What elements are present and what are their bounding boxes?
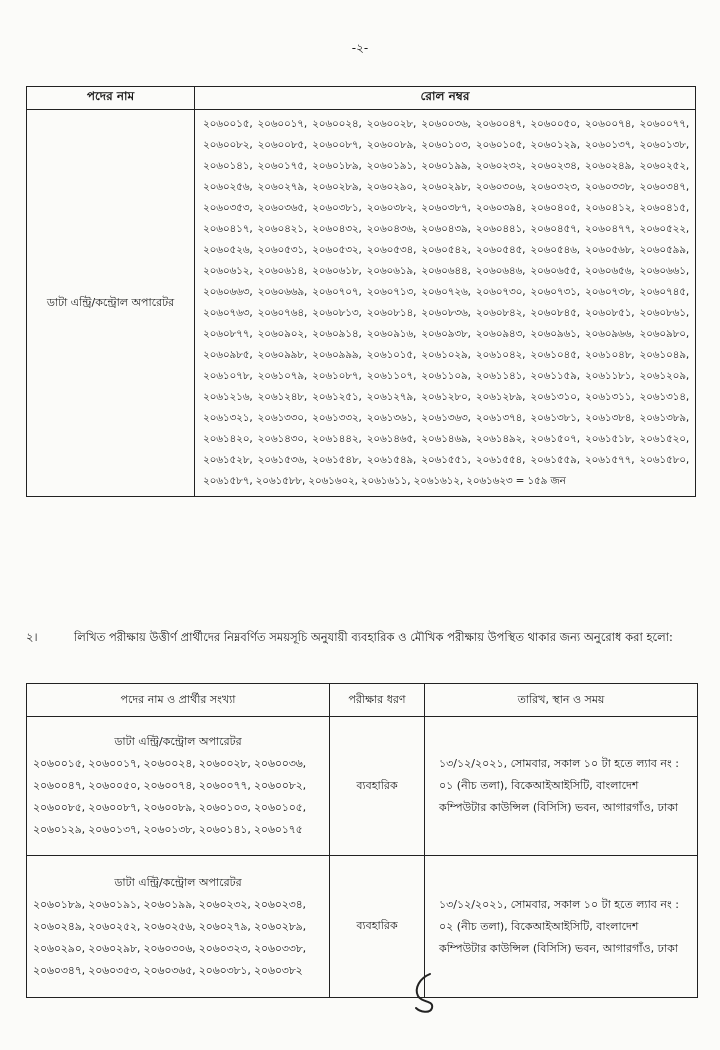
- signature-mark: [408, 970, 448, 1015]
- date-place-time-header: তারিখ, স্থান ও সময়: [425, 684, 698, 717]
- roll-numbers-cell: ২০৬০০১৫, ২০৬০০১৭, ২০৬০০২৪, ২০৬০০২৮, ২০৬০০৩৬, ২০৬০০৪৭, ২০৬০০৫০, ২০৬০০৭৪, ২০৬০০৭৭, ২০৬০০৮২, ২০৬০০৮৫, ২০৬০০৮৭, ২০৬০০৮৯, ২০৬০১০৩, ২০৬০১০৫, ২০৬০১২৯, ২০৬০১৩৭, ২০৬০১৩৮, ২০৬০১৪১, ২০৬০১৭৫, ২০৬০১৮৯, ২০৬০১৯১, ২০৬০১৯৯, ২০৬০২৩২, ২০৬০২৩৪, ২০৬০২৪৯, ২০৬০২৫২, ২০৬০২৫৬, ২০৬০২৭৯, ২০৬০২৮৯, ২০৬০২৯০, ২০৬০২৯৮, ২০৬০৩০৬, ২০৬০৩২৩, ২০৬০৩৩৮, ২০৬০৩৪৭, ২০৬০৩৫৩, ২০৬০৩৬৫, ২০৬০৩৮১, ২০৬০৩৮২, ২০৬০৩৮৭, ২০৬০৩৯৪, ২০৬০৪০৫, ২০৬০৪১২, ২০৬০৪১৫, ২০৬০৪১৭, ২০৬০৪২১, ২০৬০৪৩২, ২০৬০৪৩৬, ২০৬০৪৩৯, ২০৬০৪৪১, ২০৬০৪৫৭, ২০৬০৪৭৭, ২০৬০৫২২, ২০৬০৫২৬, ২০৬০৫৩১, ২০৬০৫৩২, ২০৬০৫৩৪, ২০৬০৫৪২, ২০৬০৫৪৫, ২০৬০৫৪৬, ২০৬০৫৬৮, ২০৬০৫৯৯, ২০৬০৬১২, ২০৬০৬১৪, ২০৬০৬১৮, ২০৬০৬১৯, ২০৬০৬৪৪, ২০৬০৬৪৬, ২০৬০৬৫৫, ২০৬০৬৫৬, ২০৬০৬৬১, ২০৬০৬৬৩, ২০৬০৬৬৯, ২০৬০৭০৭, ২০৬০৭১৩, ২০৬০৭২৬, ২০৬০৭৩০, ২০৬০৭৩১, ২০৬০৭৩৮, ২০৬০৭৪৫, ২০৬০৭৬৩, ২০৬০৭৬৪, ২০৬০৮১৩, ২০৬০৮১৪, ২০৬০৮৩৬, ২০৬০৮৪২, ২০৬০৮৪৫, ২০৬০৮৫১, ২০৬০৮৬১, ২০৬০৮৭৭, ২০৬০৯০২, ২০৬০৯১৪, ২০৬০৯১৬, ২০৬০৯৩৮, ২০৬০৯৪৩, ২০৬০৯৬১, ২০৬০৯৬৬, ২০৬০৯৮০, ২০৬০৯৮৫, ২০৬০৯৯৮, ২০৬০৯৯৯, ২০৬১০১৫, ২০৬১০২৯, ২০৬১০৪২, ২০৬১০৪৫, ২০৬১০৪৮, ২০৬১০৪৯, ২০৬১০৭৮, ২০৬১০৭৯, ২০৬১০৮৭, ২০৬১১০৭, ২০৬১১০৯, ২০৬১১৪১, ২০৬১১৫৯, ২০৬১১৮১, ২০৬১২০৯, ২০৬১২১৬, ২০৬১২৪৮, ২০৬১২৫১, ২০৬১২৭৯, ২০৬১২৮০, ২০৬১২৮৯, ২০৬১৩১০, ২০৬১৩১১, ২০৬১৩১৪, ২০৬১৩২১, ২০৬১৩৩০, ২০৬১৩৩২, ২০৬১৩৬১, ২০৬১৩৬৩, ২০৬১৩৭৪, ২০৬১৩৮১, ২০৬১৩৮৪, ২০৬১৩৮৯, ২০৬১৪২০, ২০৬১৪৩০, ২০৬১৪৪২, ২০৬১৪৬৫, ২০৬১৪৬৯, ২০৬১৪৯২, ২০৬১৫০৭, ২০৬১৫১৮, ২০৬১৫২০, ২০৬১৫২৮, ২০৬১৫৩৬, ২০৬১৫৪৮, ২০৬১৫৪৯, ২০৬১৫৫১, ২০৬১৫৫৪, ২০৬১৫৫৯, ২০৬১৫৭৭, ২০৬১৫৮০, ২০৬১৫৮৭, ২০৬১৫৮৮, ২০৬১৬০২, ২০৬১৬১১, ২০৬১৬১২, ২০৬১৬২৩ = ১৫৯ জন: [195, 110, 696, 497]
- roll-number-table: [26, 86, 696, 497]
- exam-type-header: পরীক্ষার ধরণ: [330, 684, 425, 717]
- section-number: ২।: [26, 630, 38, 644]
- exam-type-cell: ব্যবহারিক: [330, 717, 425, 856]
- post-and-count-header: পদের নাম ও প্রার্থীর সংখ্যা: [27, 684, 330, 717]
- table-row: [27, 856, 698, 998]
- post-title: ডাটা এন্ট্রি/কন্ট্রোল অপারেটর: [114, 875, 242, 889]
- schedule-cell: ১৩/১২/২০২১, সোমবার, সকাল ১০ টা হতে ল্যাব নং : ০১ (নীচ তলা), বিকেআইআইসিটি, বাংলাদেশ কম্পিউটার কাউন্সিল (বিসিসি) ভবন, আগারগাঁও, ঢাকা: [425, 717, 698, 856]
- post-cell: [27, 856, 330, 998]
- table-header-row: [27, 87, 696, 110]
- exam-schedule-table: [26, 683, 698, 998]
- section-2-text: লিখিত পরীক্ষায় উত্তীর্ণ প্রার্থীদের নিম্নবর্ণিত সময়সূচি অনুযায়ী ব্যবহারিক ও মৌখিক পরীক্ষায় উপস্থিত থাকার জন্য অনুরোধ করা হলো:: [74, 630, 673, 644]
- post-name-header: পদের নাম: [27, 87, 195, 110]
- table-row: [27, 110, 696, 497]
- table-row: [27, 717, 698, 856]
- post-name-cell: ডাটা এন্ট্রি/কন্ট্রোল অপারেটর: [27, 110, 195, 497]
- post-title: ডাটা এন্ট্রি/কন্ট্রোল অপারেটর: [114, 735, 242, 748]
- roll-list: ২০৬০১৮৯, ২০৬০১৯১, ২০৬০১৯৯, ২০৬০২৩২, ২০৬০২৩৪, ২০৬০২৪৯, ২০৬০২৫২, ২০৬০২৫৬, ২০৬০২৭৯, ২০৬০২৮৯, ২০৬০২৯০, ২০৬০২৯৮, ২০৬০৩০৬, ২০৬০৩২৩, ২০৬০৩৩৮, ২০৬০৩৪৭, ২০৬০৩৫৩, ২০৬০৩৬৫, ২০৬০৩৮১, ২০৬০৩৮২: [33, 897, 306, 977]
- schedule-cell: ১৩/১২/২০২১, সোমবার, সকাল ১০ টা হতে ল্যাব নং : ০২ (নীচ তলা), বিকেআইআইসিটি, বাংলাদেশ কম্পিউটার কাউন্সিল (বিসিসি) ভবন, আগারগাঁও, ঢাকা: [425, 856, 698, 998]
- section-2-paragraph: [26, 626, 698, 648]
- post-cell: [27, 717, 330, 856]
- page-number: -২-: [351, 41, 369, 55]
- exam-type-cell: ব্যবহারিক: [330, 856, 425, 998]
- table-header-row: [27, 684, 698, 717]
- roll-number-header: রোল নম্বর: [195, 87, 696, 110]
- roll-list: ২০৬০০১৫, ২০৬০০১৭, ২০৬০০২৪, ২০৬০০২৮, ২০৬০০৩৬, ২০৬০০৪৭, ২০৬০০৫০, ২০৬০০৭৪, ২০৬০০৭৭, ২০৬০০৮২, ২০৬০০৮৫, ২০৬০০৮৭, ২০৬০০৮৯, ২০৬০১০৩, ২০৬০১০৫, ২০৬০১২৯, ২০৬০১৩৭, ২০৬০১৩৮, ২০৬০১৪১, ২০৬০১৭৫: [33, 757, 306, 836]
